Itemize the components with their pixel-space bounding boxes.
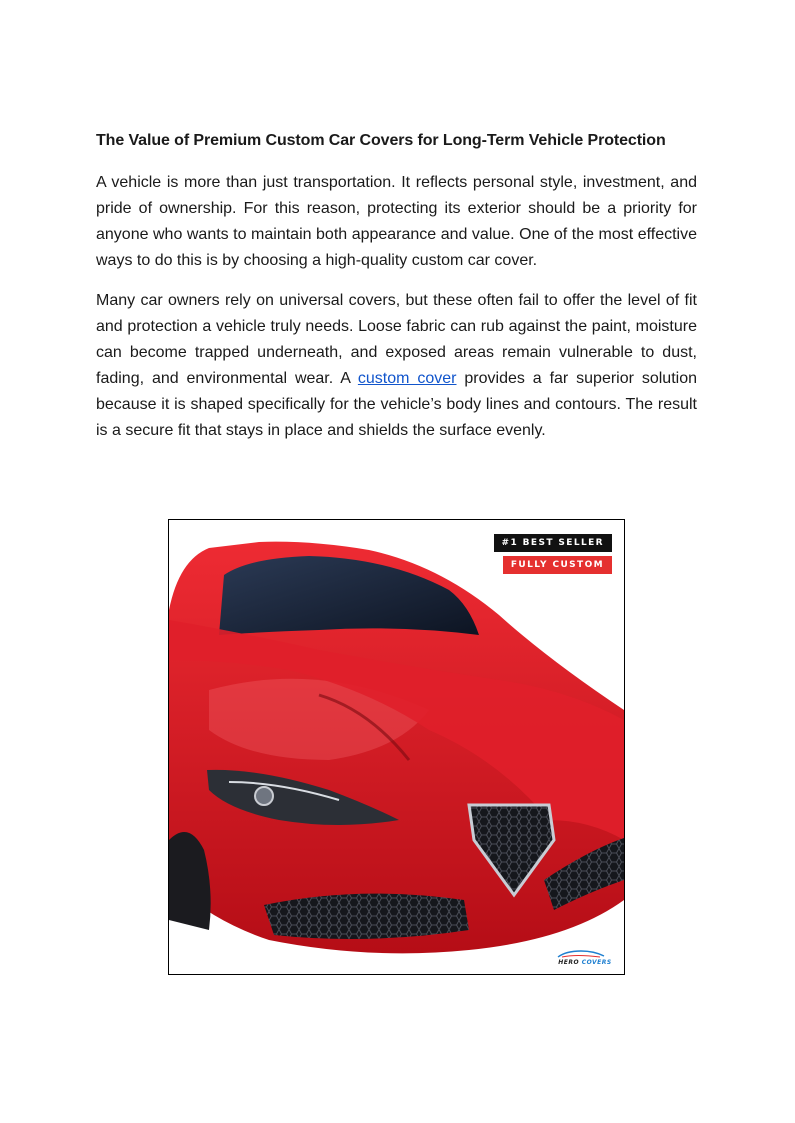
product-image xyxy=(168,519,625,975)
headlight-lens xyxy=(255,787,273,805)
best-seller-badge: #1 BEST SELLER xyxy=(494,534,612,552)
car-silhouette-icon xyxy=(556,949,606,959)
logo-word-covers: COVERS xyxy=(581,959,612,966)
article-title: The Value of Premium Custom Car Covers for Long-Term Vehicle Protection xyxy=(96,132,666,149)
paragraph-universal-covers xyxy=(96,288,697,444)
fully-custom-badge: FULLY CUSTOM xyxy=(503,556,612,574)
hero-covers-logo xyxy=(556,949,614,966)
lower-intake-left xyxy=(264,894,469,939)
paragraph-text-after-link: provides a far superior solution because it is shaped specifically for the vehicle’s body lines and contours. The result is a secure fit that stays in place and shields the surface evenly. xyxy=(96,370,698,439)
document-page xyxy=(96,128,697,458)
custom-cover-link[interactable]: custom cover xyxy=(357,370,457,387)
logo-word-hero: HERO xyxy=(558,959,580,966)
windshield xyxy=(219,556,479,635)
car-cover-illustration xyxy=(169,520,624,974)
paragraph-intro: A vehicle is more than just transportation. It reflects personal style, investment, and pride of ownership. For this reason, protecting its exterior should be a priority for anyone who wants to maintain both appearance and value. One of the most effective ways to do this is by choosing a high-quality custom car cover. xyxy=(96,174,697,269)
paragraph-text-before-link: Many car owners rely on universal covers, but these often fail to offer the level of fit and protection a vehicle truly needs. Loose fabric can rub against the paint, moisture can become trapped underneath, and exposed areas remain vulnerable to dust, fading, and environmental wear. A xyxy=(96,292,697,387)
